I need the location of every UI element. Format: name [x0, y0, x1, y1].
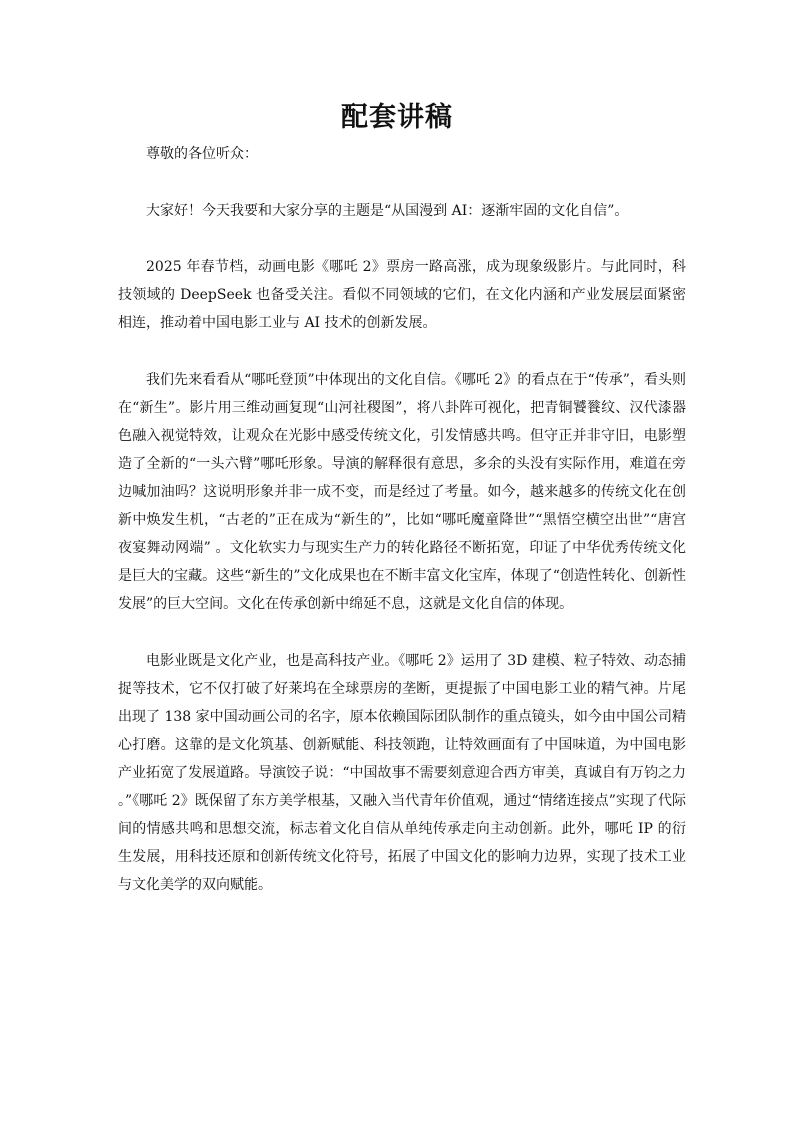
document-title: 配套讲稿 — [341, 102, 453, 133]
industry-paragraph: 电影业既是文化产业，也是高科技产业。《哪吒 2》运用了 3D 建模、粒子特效、动态捕捉等技术，它不仅打破了好莱坞在全球票房的垄断，更提振了中国电影工业的精气神。片尾出现了 138 家中国动画公司的名字，原本依赖国际团队制作的重点镜头，如今由中国公司精心打磨。这靠的是文化筑基、创新赋能、科技领跑，让特效画面有了中国味道，为中国电影产业拓宽了发展道路。导演饺子说：“中国故事不需要刻意迎合西方审美，真诚自有万钧之力 。”《哪吒 2》既保留了东方美学根基，又融入当代青年价值观，通过“情绪连接点”实现了代际间的情感共鸣和思想交流，标志着文化自信从单纯传承走向主动创新。此外，哪吒 IP 的衍生发展，用科技还原和创新传统文化符号，拓展了中国文化的影响力边界，实现了技术工业与文化美学的双向赋能。 — [118, 653, 686, 893]
background-paragraph: 2025 年春节档，动画电影《哪吒 2》票房一路高涨，成为现象级影片。与此同时，科技领域的 DeepSeek 也备受关注。看似不同领域的它们，在文化内涵和产业发展层面紧密相连，推动着中国电影工业与 AI 技术的创新发展。 — [118, 259, 686, 331]
document-body — [118, 140, 686, 899]
greeting-paragraph: 尊敬的各位听众： — [146, 146, 258, 162]
intro-paragraph: 大家好！今天我要和大家分享的主题是“从国漫到 AI：逐渐牢固的文化自信”。 — [146, 203, 629, 219]
culture-paragraph: 我们先来看看从“哪吒登顶”中体现出的文化自信。《哪吒 2》的看点在于“传承”，看头则在“新生”。影片用三维动画复现“山河社稷图”，将八卦阵可视化，把青铜饕餮纹、汉代漆器色融入视觉特效，让观众在光影中感受传统文化，引发情感共鸣。但守正并非守旧，电影塑造了全新的“一头六臂”哪吒形象。导演的解释很有意思，多余的头没有实际作用，难道在旁边喊加油吗？这说明形象并非一成不变，而是经过了考量。如今，越来越多的传统文化在创新中焕发生机，“古老的”正在成为“新生的”，比如“哪吒魔童降世”“黑悟空横空出世”“唐宫夜宴舞动网端” 。文化软实力与现实生产力的转化路径不断拓宽，印证了中华优秀传统文化是巨大的宝藏。这些“新生的”文化成果也在不断丰富文化宝库，体现了“创造性转化、创新性发展”的巨大空间。文化在传承创新中绵延不息，这就是文化自信的体现。 — [118, 372, 686, 612]
